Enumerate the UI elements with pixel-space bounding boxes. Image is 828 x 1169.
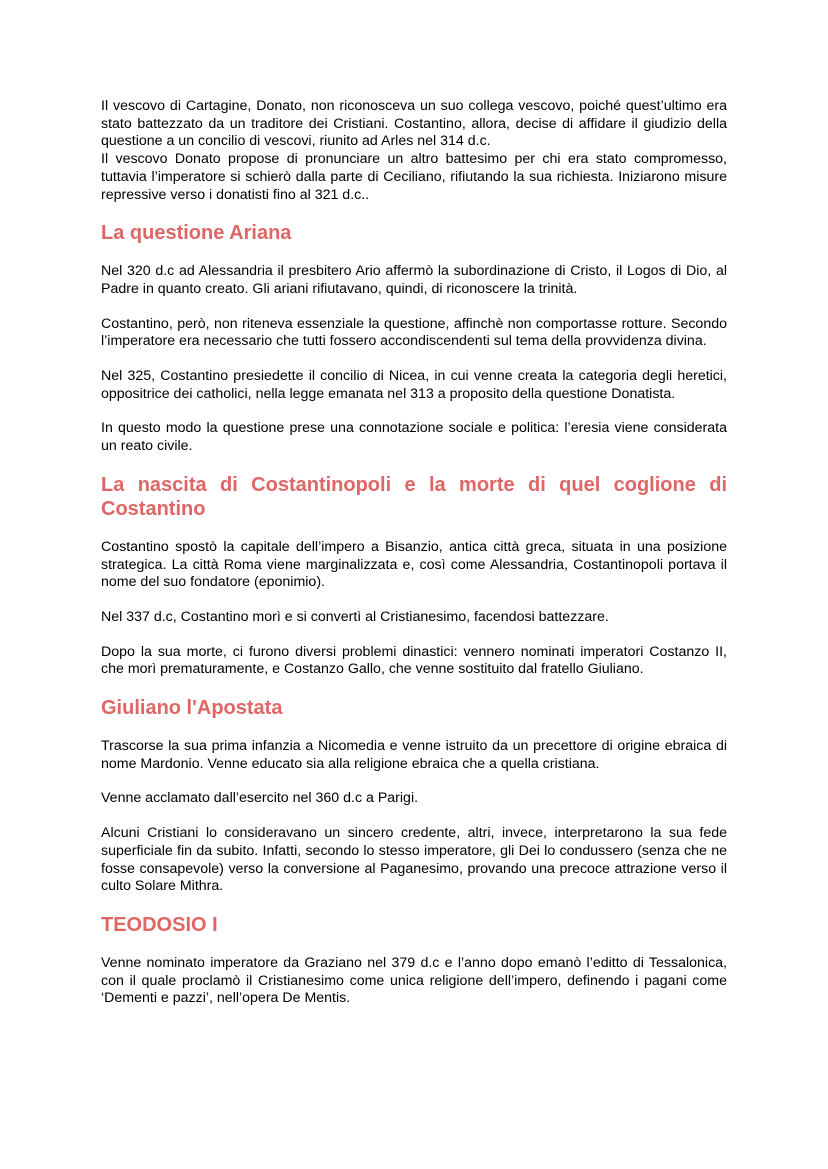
- paragraph: Alcuni Cristiani lo consideravano un sincero credente, altri, invece, interpretarono la sua fede superficiale fin da subito. Infatti, secondo lo stesso imperatore, gli Dei lo condussero (senza che ne fosse consapevole) verso la conversione al Paganesimo, provando una precoce attrazione verso il culto Solare Mithra.: [101, 825, 727, 895]
- paragraph: Venne nominato imperatore da Graziano nel 379 d.c e l’anno dopo emanò l’editto di Tessalonica, con il quale proclamò il Cristianesimo come unica religione dell’impero, definendo i pagani come ‘Dementi e pazzi’, nell’opera De Mentis.: [101, 954, 727, 1007]
- heading-teodosio: TEODOSIO I: [101, 913, 218, 936]
- paragraph: Trascorse la sua prima infanzia a Nicomedia e venne istruito da un precettore di origine ebraica di nome Mardonio. Venne educato sia alla religione ebraica che a quella cristiana.: [101, 738, 727, 772]
- paragraph: Nel 325, Costantino presiedette il concilio di Nicea, in cui venne creata la categoria degli heretici, oppositrice dei catholici, nella legge emanata nel 313 a proposito della questione Donatista.: [101, 368, 727, 402]
- paragraph: Dopo la sua morte, ci furono diversi problemi dinastici: vennero nominati imperatori Costanzo II, che morì prematuramente, e Costanzo Gallo, che venne sostituito dal fratello Giuliano.: [101, 643, 727, 678]
- paragraph: Nel 320 d.c ad Alessandria il presbitero Ario affermò la subordinazione di Cristo, il Logos di Dio, al Padre in quanto creato. Gli ariani rifiutavano, quindi, di riconoscere la trinità.: [101, 263, 727, 297]
- intro-paragraph-2: Il vescovo Donato propose di pronunciare un altro battesimo per chi era stato compromesso, tuttavia l’imperatore si schierò dalla parte di Ceciliano, rifiutando la sua richiesta. Iniziarono misure repressive verso i donatisti fino al 321 d.c..: [101, 151, 727, 203]
- paragraph: Costantino, però, non riteneva essenziale la questione, affinchè non comportasse rotture. Secondo l’imperatore era necessario che tutti fossero accondiscendenti sul tema della provvidenza divina.: [101, 315, 727, 350]
- paragraph: Nel 337 d.c, Costantino morì e si convertì al Cristianesimo, facendosi battezzare.: [101, 608, 609, 625]
- paragraph: Venne acclamato dall’esercito nel 360 d.c a Parigi.: [101, 790, 419, 807]
- heading-questione-ariana: La questione Ariana: [101, 222, 292, 245]
- heading-giuliano-apostata: Giuliano l'Apostata: [101, 697, 283, 720]
- paragraph: Costantino spostò la capitale dell’impero a Bisanzio, antica città greca, situata in una posizione strategica. La città Roma viene marginalizzata e, così come Alessandria, Costantinopoli portava il nome del suo fondatore (eponimio).: [101, 538, 727, 591]
- heading-nascita-costantinopoli: La nascita di Costantinopoli e la morte di quel coglione di Costantino: [101, 473, 727, 520]
- intro-paragraph-1: Il vescovo di Cartagine, Donato, non riconosceva un suo collega vescovo, poiché quest’ultimo era stato battezzato da un traditore dei Cristiani. Costantino, allora, decise di affidare il giudizio della questione a un concilio di vescovi, riunito ad Arles nel 314 d.c.: [101, 98, 727, 150]
- paragraph: In questo modo la questione prese una connotazione sociale e politica: l’eresia viene considerata un reato civile.: [101, 420, 727, 455]
